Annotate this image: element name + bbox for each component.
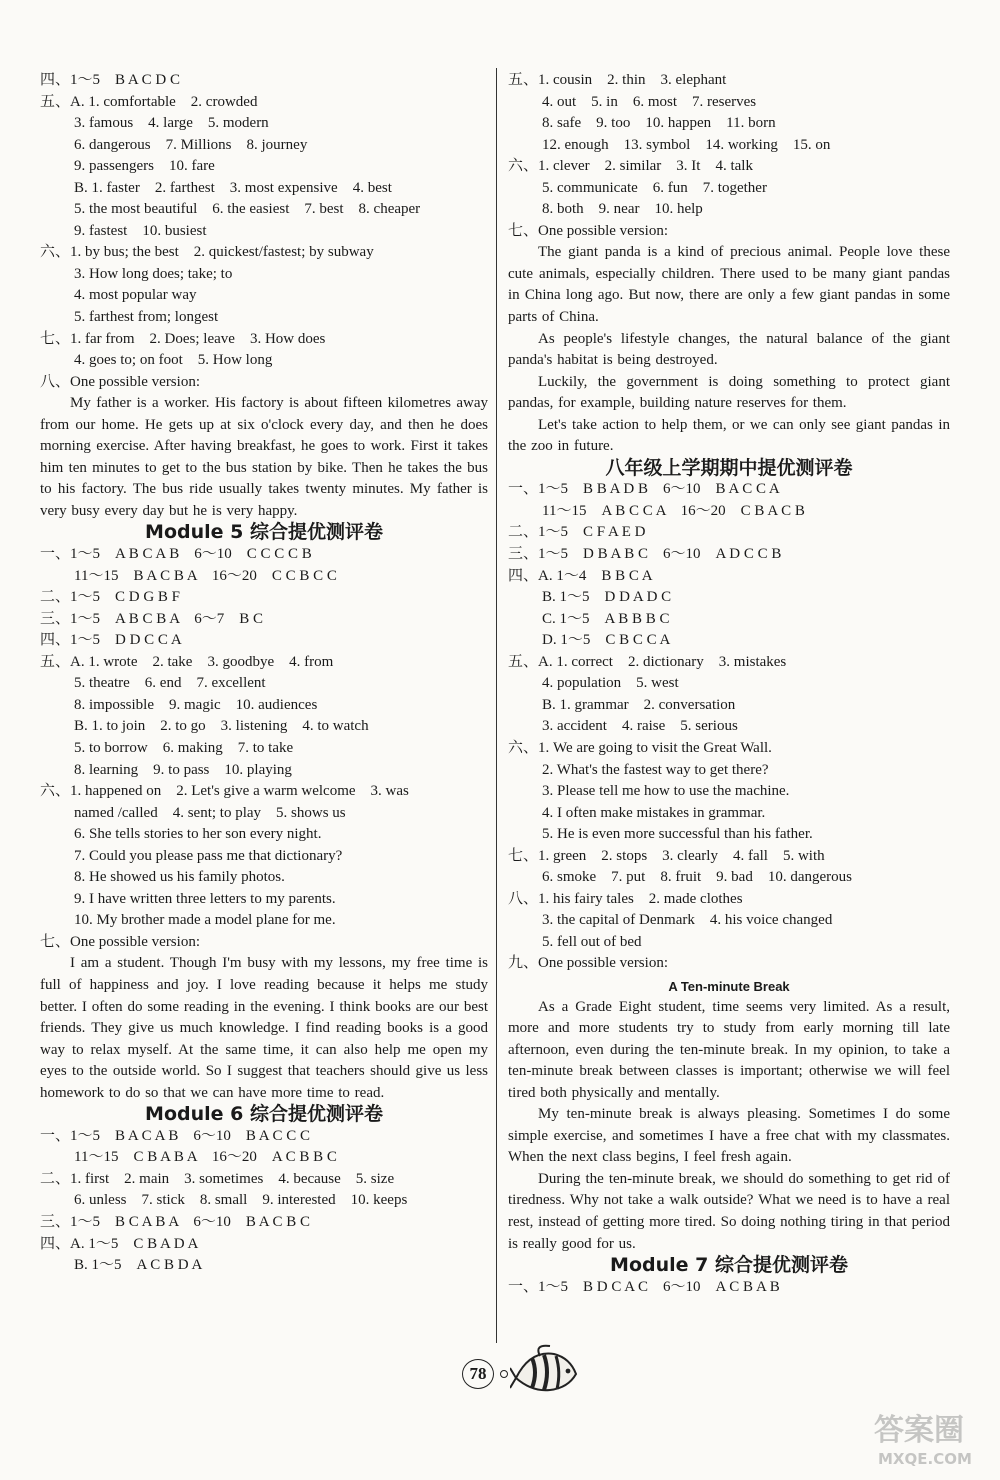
answer-line: 六、1. We are going to visit the Great Wall. — [508, 739, 772, 756]
answer-line: 七、One possible version: — [508, 222, 668, 239]
answer-line: 五、1. cousin 2. thin 3. elephant — [508, 72, 727, 88]
answer-line: B. 1～5 A C B D A — [74, 1257, 203, 1274]
answer-line: B. 1. faster 2. farthest 3. most expensive 4. best — [74, 179, 392, 196]
essay-paragraph: As people's lifestyle changes, the natural balance of the giant panda's habitat is being destroyed. — [508, 330, 950, 369]
answer-line: 五、A. 1. comfortable 2. crowded — [40, 93, 258, 110]
essay-paragraph: During the ten-minute break, we should do something to get rid of tiredness. Why not take a walk outside? What we need is to have a real rest, instead of getting more tired. So doing nothing tiring in that period is really good for us. — [508, 1170, 950, 1252]
answer-line: B. 1～5 D D A D C — [542, 589, 672, 606]
answer-line: 四、1～5 D D C C A — [40, 632, 182, 649]
answer-line: 五、A. 1. wrote 2. take 3. goodbye 4. from — [40, 653, 334, 670]
answer-line: 3. famous 4. large 5. modern — [74, 115, 269, 132]
answer-line: 5. to borrow 6. making 7. to take — [74, 739, 294, 756]
answer-line: 六、1. by bus; the best 2. quickest/fastest; by subway — [40, 244, 374, 261]
answer-line: 3. Please tell me how to use the machine. — [542, 783, 790, 800]
answer-line: 9. passengers 10. fare — [74, 158, 215, 175]
answer-line: 一、1～5 B A C A B 6～10 B A C C C — [40, 1127, 311, 1144]
answer-line: 三、1～5 D B A B C 6～10 A D C C B — [508, 546, 782, 563]
essay-paragraph: My father is a worker. His factory is about fifteen kilometres away from our home. He gets up at six o'clock every day, and then he does morning exercise. After having breakfast, he goes to work. First it takes him ten minutes to get to the bus station by bike. Then he takes the bus to his factory. The bus ride usually takes twenty minutes. My father is very busy every day but he is very happy. — [40, 395, 488, 519]
answer-line: 5. theatre 6. end 7. excellent — [74, 675, 266, 692]
section-heading: 八年级上学期期中提优测评卷 — [605, 456, 853, 479]
answer-line: 11～15 C B A B A 16～20 A C B B C — [74, 1149, 337, 1166]
answer-line: 二、1～5 C F A E D — [508, 524, 646, 541]
answer-line: 10. My brother made a model plane for me. — [74, 912, 336, 929]
answer-line: 8. safe 9. too 10. happen 11. born — [542, 115, 776, 132]
answer-line: 5. farthest from; longest — [74, 309, 219, 326]
answer-line: 六、1. happened on 2. Let's give a warm welcome 3. was — [40, 783, 409, 800]
answer-line: 四、A. 1～4 B B C A — [508, 567, 653, 584]
answer-line: B. 1. to join 2. to go 3. listening 4. to watch — [74, 718, 369, 735]
answer-line: named /called 4. sent; to play 5. shows us — [74, 804, 346, 821]
answer-line: 二、1～5 C D G B F — [40, 589, 181, 606]
answer-line: 4. out 5. in 6. most 7. reserves — [542, 93, 757, 110]
answer-line: D. 1～5 C B C C A — [542, 632, 671, 649]
answer-line: 2. What's the fastest way to get there? — [542, 761, 769, 778]
answer-line: 四、A. 1～5 C B A D A — [40, 1235, 199, 1252]
answer-line: 8. learning 9. to pass 10. playing — [74, 761, 292, 778]
answer-line: 一、1～5 B B A D B 6～10 B A C C A — [508, 481, 780, 498]
answer-line: 3. accident 4. raise 5. serious — [542, 718, 738, 735]
watermark-line2: MXQE.COM — [878, 1450, 972, 1468]
answer-line: 一、1～5 A B C A B 6～10 C C C C B — [40, 546, 312, 563]
answer-line: 七、One possible version: — [40, 933, 200, 950]
answer-line: 五、A. 1. correct 2. dictionary 3. mistakes — [508, 653, 787, 670]
essay-paragraph: I am a student. Though I'm busy with my lessons, my free time is full of happiness and joy. I love reading because it helps me study better. I often do some reading in the evening. I think books are our best friends. They give us much knowledge. I find reading books is a good way to relax myself. At the same time, it can also help me open my eyes to the outside world. So I suggest that teachers should give us less homework to do so that we can have more time to read. — [40, 955, 488, 1101]
essay-paragraph: Let's take action to help them, or we can only see giant pandas in the zoo in future. — [508, 416, 950, 455]
answer-line: 三、1～5 B C A B A 6～10 B A C B C — [40, 1213, 311, 1230]
answer-line: 8. both 9. near 10. help — [542, 201, 703, 218]
answer-line: 5. communicate 6. fun 7. together — [542, 179, 767, 196]
answer-line: 八、One possible version: — [40, 373, 200, 390]
answer-line: 11～15 A B C C A 16～20 C B A C B — [542, 502, 805, 519]
answer-line: 7. Could you please pass me that dictionary? — [74, 847, 343, 864]
left-column — [40, 70, 488, 1277]
answer-line: 4. I often make mistakes in grammar. — [542, 804, 766, 821]
column-divider — [496, 68, 497, 1343]
answer-line: 六、1. clever 2. similar 3. It 4. talk — [508, 158, 753, 175]
fish-icon — [510, 1344, 580, 1404]
page-footer — [462, 1356, 622, 1416]
watermark-logo — [868, 1404, 988, 1472]
answer-line: 七、1. far from 2. Does; leave 3. How does — [40, 330, 326, 347]
answer-line: 6. smoke 7. put 8. fruit 9. bad 10. dangerous — [542, 869, 852, 886]
answer-line: 9. I have written three letters to my parents. — [74, 890, 336, 907]
page-number: 78 — [462, 1359, 494, 1389]
answer-line: 5. the most beautiful 6. the easiest 7. best 8. cheaper — [74, 201, 421, 218]
watermark-line1: 答案圈 — [874, 1413, 964, 1448]
answer-line: 8. He showed us his family photos. — [74, 869, 285, 886]
essay-paragraph: As a Grade Eight student, time seems very limited. As a result, more and more students try to study from early morning till late afternoon, even during the ten-minute break. In my opinion, to take a ten-minute break between classes is important; otherwise we will feel tired both physically and mentally. — [508, 998, 950, 1101]
essay-paragraph: The giant panda is a kind of precious animal. People love these cute animals, especially children. There used to be many giant pandas in China long ago. But now, there are only a few giant pandas in some parts of China. — [508, 244, 950, 326]
answer-line: 6. dangerous 7. Millions 8. journey — [74, 136, 308, 153]
answer-line: 6. unless 7. stick 8. small 9. interested 10. keeps — [74, 1192, 408, 1209]
answer-line: 4. population 5. west — [542, 675, 679, 692]
answer-line: 5. fell out of bed — [542, 933, 642, 950]
answer-line: 二、1. first 2. main 3. sometimes 4. because 5. size — [40, 1170, 395, 1187]
answer-line: 4. goes to; on foot 5. How long — [74, 352, 273, 369]
answer-line: B. 1. grammar 2. conversation — [542, 696, 736, 713]
section-heading: Module 6 综合提优测评卷 — [145, 1103, 383, 1126]
answer-line: 11～15 B A C B A 16～20 C C B C C — [74, 567, 337, 584]
answer-line: 四、1～5 B A C D C — [40, 72, 181, 88]
answer-line: 6. She tells stories to her son every night. — [74, 826, 322, 843]
answer-line: 9. fastest 10. busiest — [74, 222, 207, 239]
answer-line: 一、1～5 B D C A C 6～10 A C B A B — [508, 1278, 780, 1295]
right-column — [508, 70, 950, 1298]
dot-icon — [500, 1370, 508, 1378]
section-heading: Module 7 综合提优测评卷 — [610, 1254, 848, 1277]
answer-line: 九、One possible version: — [508, 955, 668, 972]
section-heading: A Ten-minute Break — [668, 978, 790, 994]
answer-line: 5. He is even more successful than his father. — [542, 826, 813, 843]
essay-paragraph: Luckily, the government is doing something to protect giant pandas, for example, building nature reserves for them. — [508, 373, 950, 412]
answer-line: 3. How long does; take; to — [74, 265, 233, 282]
answer-line: 八、1. his fairy tales 2. made clothes — [508, 890, 743, 907]
answer-line: 七、1. green 2. stops 3. clearly 4. fall 5. with — [508, 847, 825, 864]
answer-line: 三、1～5 A B C B A 6～7 B C — [40, 610, 263, 627]
answer-line: C. 1～5 A B B B C — [542, 610, 670, 627]
answer-line: 3. the capital of Denmark 4. his voice changed — [542, 912, 833, 929]
section-heading: Module 5 综合提优测评卷 — [145, 521, 383, 544]
answer-line: 4. most popular way — [74, 287, 197, 304]
essay-paragraph: My ten-minute break is always pleasing. Sometimes I do some simple exercise, and sometimes I have a free chat with my classmates. When the next class begins, I feel fresh again. — [508, 1106, 950, 1166]
answer-line: 8. impossible 9. magic 10. audiences — [74, 696, 318, 713]
answer-line: 12. enough 13. symbol 14. working 15. on — [542, 136, 831, 153]
